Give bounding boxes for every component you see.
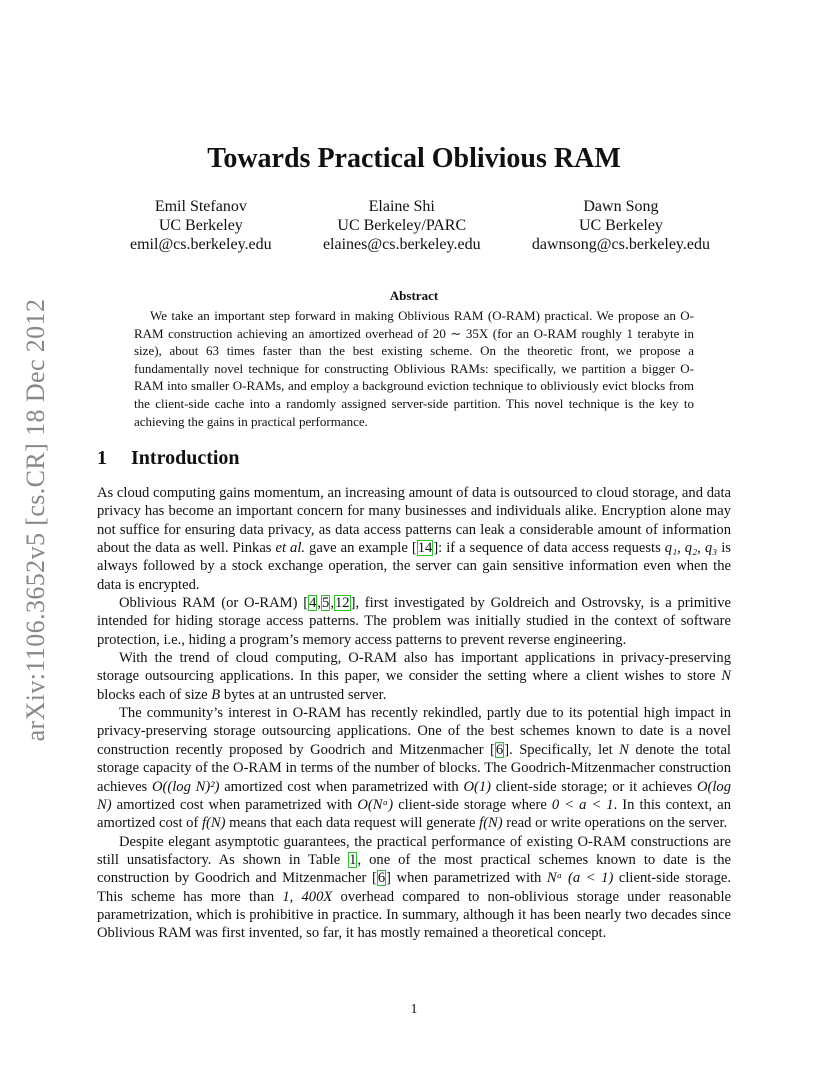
author-email: elaines@cs.berkeley.edu — [322, 236, 481, 253]
paragraph: The community’s interest in O-RAM has recently rekindled, partly due to its potential high impact in privacy-preserving storage outsourcing applications. One of the best schemes known to date is a novel construction recently proposed by Goodrich and Mitzenmacher [6]. Specifically, let N denote the total storage capacity of the O-RAM in terms of the number of blocks. The Goodrich-Mitzenmacher construction achieves O((log N)²) amortized cost when parametrized with O(1) client-side storage; or it achieves O(log N) amortized cost when parametrized with O(Nᵃ) client-side storage where 0 < a < 1. In this context, an amortized cost of f(N) means that each data request will generate f(N) read or write operations on the server. — [97, 705, 732, 832]
paper-title: Towards Practical Oblivious RAM — [207, 143, 621, 174]
author-affiliation: UC Berkeley — [578, 217, 663, 234]
math-inline: f(N) — [479, 815, 503, 832]
math-inline: 1, 400X — [282, 888, 333, 905]
citation-link[interactable]: 6 — [495, 741, 504, 758]
abstract-text: We take an important step forward in making Oblivious RAM (O-RAM) practical. We propose an O-RAM construction achieving an amortized overhead of 20 ∼ 35X (for an O-RAM roughly 1 terabyte in size), about 63 times faster than the best existing scheme. On the theoretic front, we propose a fundamentally novel technique for constructing Oblivious RAMs: specifically, we partition a bigger O-RAM into smaller O-RAMs, and employ a background eviction technique to obliviously evict blocks from the client-side cache into a randomly assigned server-side partition. This novel technique is the key to achieving the gains in practical performance. — [134, 308, 694, 429]
author-affiliation: UC Berkeley/PARC — [337, 217, 467, 234]
math-inline: O(Nᵃ) — [357, 796, 394, 813]
math-inline: O(log N) — [97, 778, 732, 813]
author-affiliation: UC Berkeley — [158, 217, 243, 234]
citation-link[interactable]: 6 — [377, 870, 386, 887]
author-name: Elaine Shi — [368, 198, 435, 215]
math-inline: O((log N)²) — [151, 778, 220, 795]
author-block — [130, 197, 272, 254]
section-heading — [97, 447, 240, 470]
author-list — [130, 197, 710, 254]
section-number: 1 — [97, 447, 107, 469]
math-inline: q₁, q₂, q₃ — [664, 540, 718, 557]
math-inline: N — [721, 668, 731, 685]
paragraph: Oblivious RAM (or O-RAM) [4,5,12], first investigated by Goldreich and Ostrovsky, is a primitive intended for hiding storage access patterns. The problem was initially studied in the context of software protection, i.e., hiding a program’s memory access patterns to prevent reverse engineering. — [97, 595, 731, 648]
table-reference-link[interactable]: 1 — [349, 851, 357, 868]
math-inline: 0 < a < 1 — [551, 796, 614, 813]
citation-link[interactable]: 4 — [309, 595, 317, 612]
author-email: emil@cs.berkeley.edu — [130, 236, 272, 253]
math-inline: Nᵃ — [546, 870, 563, 887]
abstract-heading: Abstract — [389, 288, 439, 303]
arxiv-stamp-text: arXiv:1106.3652v5 [cs.CR] 18 Dec 2012 — [21, 298, 50, 742]
arxiv-stamp — [14, 290, 58, 750]
paragraph: Despite elegant asymptotic guarantees, the practical performance of existing O-RAM constructions are still unsatisfactory. As shown in Table 1, one of the most practical schemes known to date is the construction by Goodrich and Mitzenmacher [6] when parametrized with Nᵃ (a < 1) client-side storage. This scheme has more than 1, 400X overhead compared to non-oblivious storage under reasonable parametrization, which is prohibitive in practice. In summary, although it has been nearly two decades since Oblivious RAM was first invented, so far, it has mostly remained a theoretical concept. — [97, 833, 732, 942]
citation-link[interactable]: 5 — [322, 595, 330, 612]
page-number: 1 — [410, 1002, 418, 1017]
author-name: Dawn Song — [583, 198, 659, 215]
author-block — [323, 197, 481, 254]
math-inline: O(1) — [463, 778, 492, 795]
math-inline: N — [619, 741, 629, 758]
section-title: Introduction — [131, 447, 240, 469]
author-name: Emil Stefanov — [154, 198, 247, 215]
citation-link[interactable]: 12 — [334, 595, 350, 612]
author-email: dawnsong@cs.berkeley.edu — [531, 236, 710, 253]
citation-link[interactable]: 14 — [417, 540, 433, 557]
paragraph: With the trend of cloud computing, O-RAM also has important applications in privacy-preserving storage outsourcing applications. In this paper, we consider the setting where a client wishes to store N blocks each of size B bytes at an untrusted server. — [97, 650, 731, 703]
paragraph: As cloud computing gains momentum, an increasing amount of data is outsourced to cloud storage, and data privacy has become an important concern for many businesses and individuals alike. Encryption alone may not suffice for ensuring data privacy, as data access patterns can leak a considerable amount of information about the data as well. Pinkas et al. gave an example [14]: if a sequence of data access requests q₁, q₂, q₃ is always followed by a stock exchange operation, the server can gain sensitive information even when the data is encrypted. — [97, 485, 731, 593]
math-inline: f(N) — [201, 815, 226, 832]
author-block — [532, 197, 710, 254]
math-inline: (a < 1) — [568, 870, 614, 887]
math-inline: B — [211, 686, 221, 703]
body-text — [97, 484, 731, 943]
